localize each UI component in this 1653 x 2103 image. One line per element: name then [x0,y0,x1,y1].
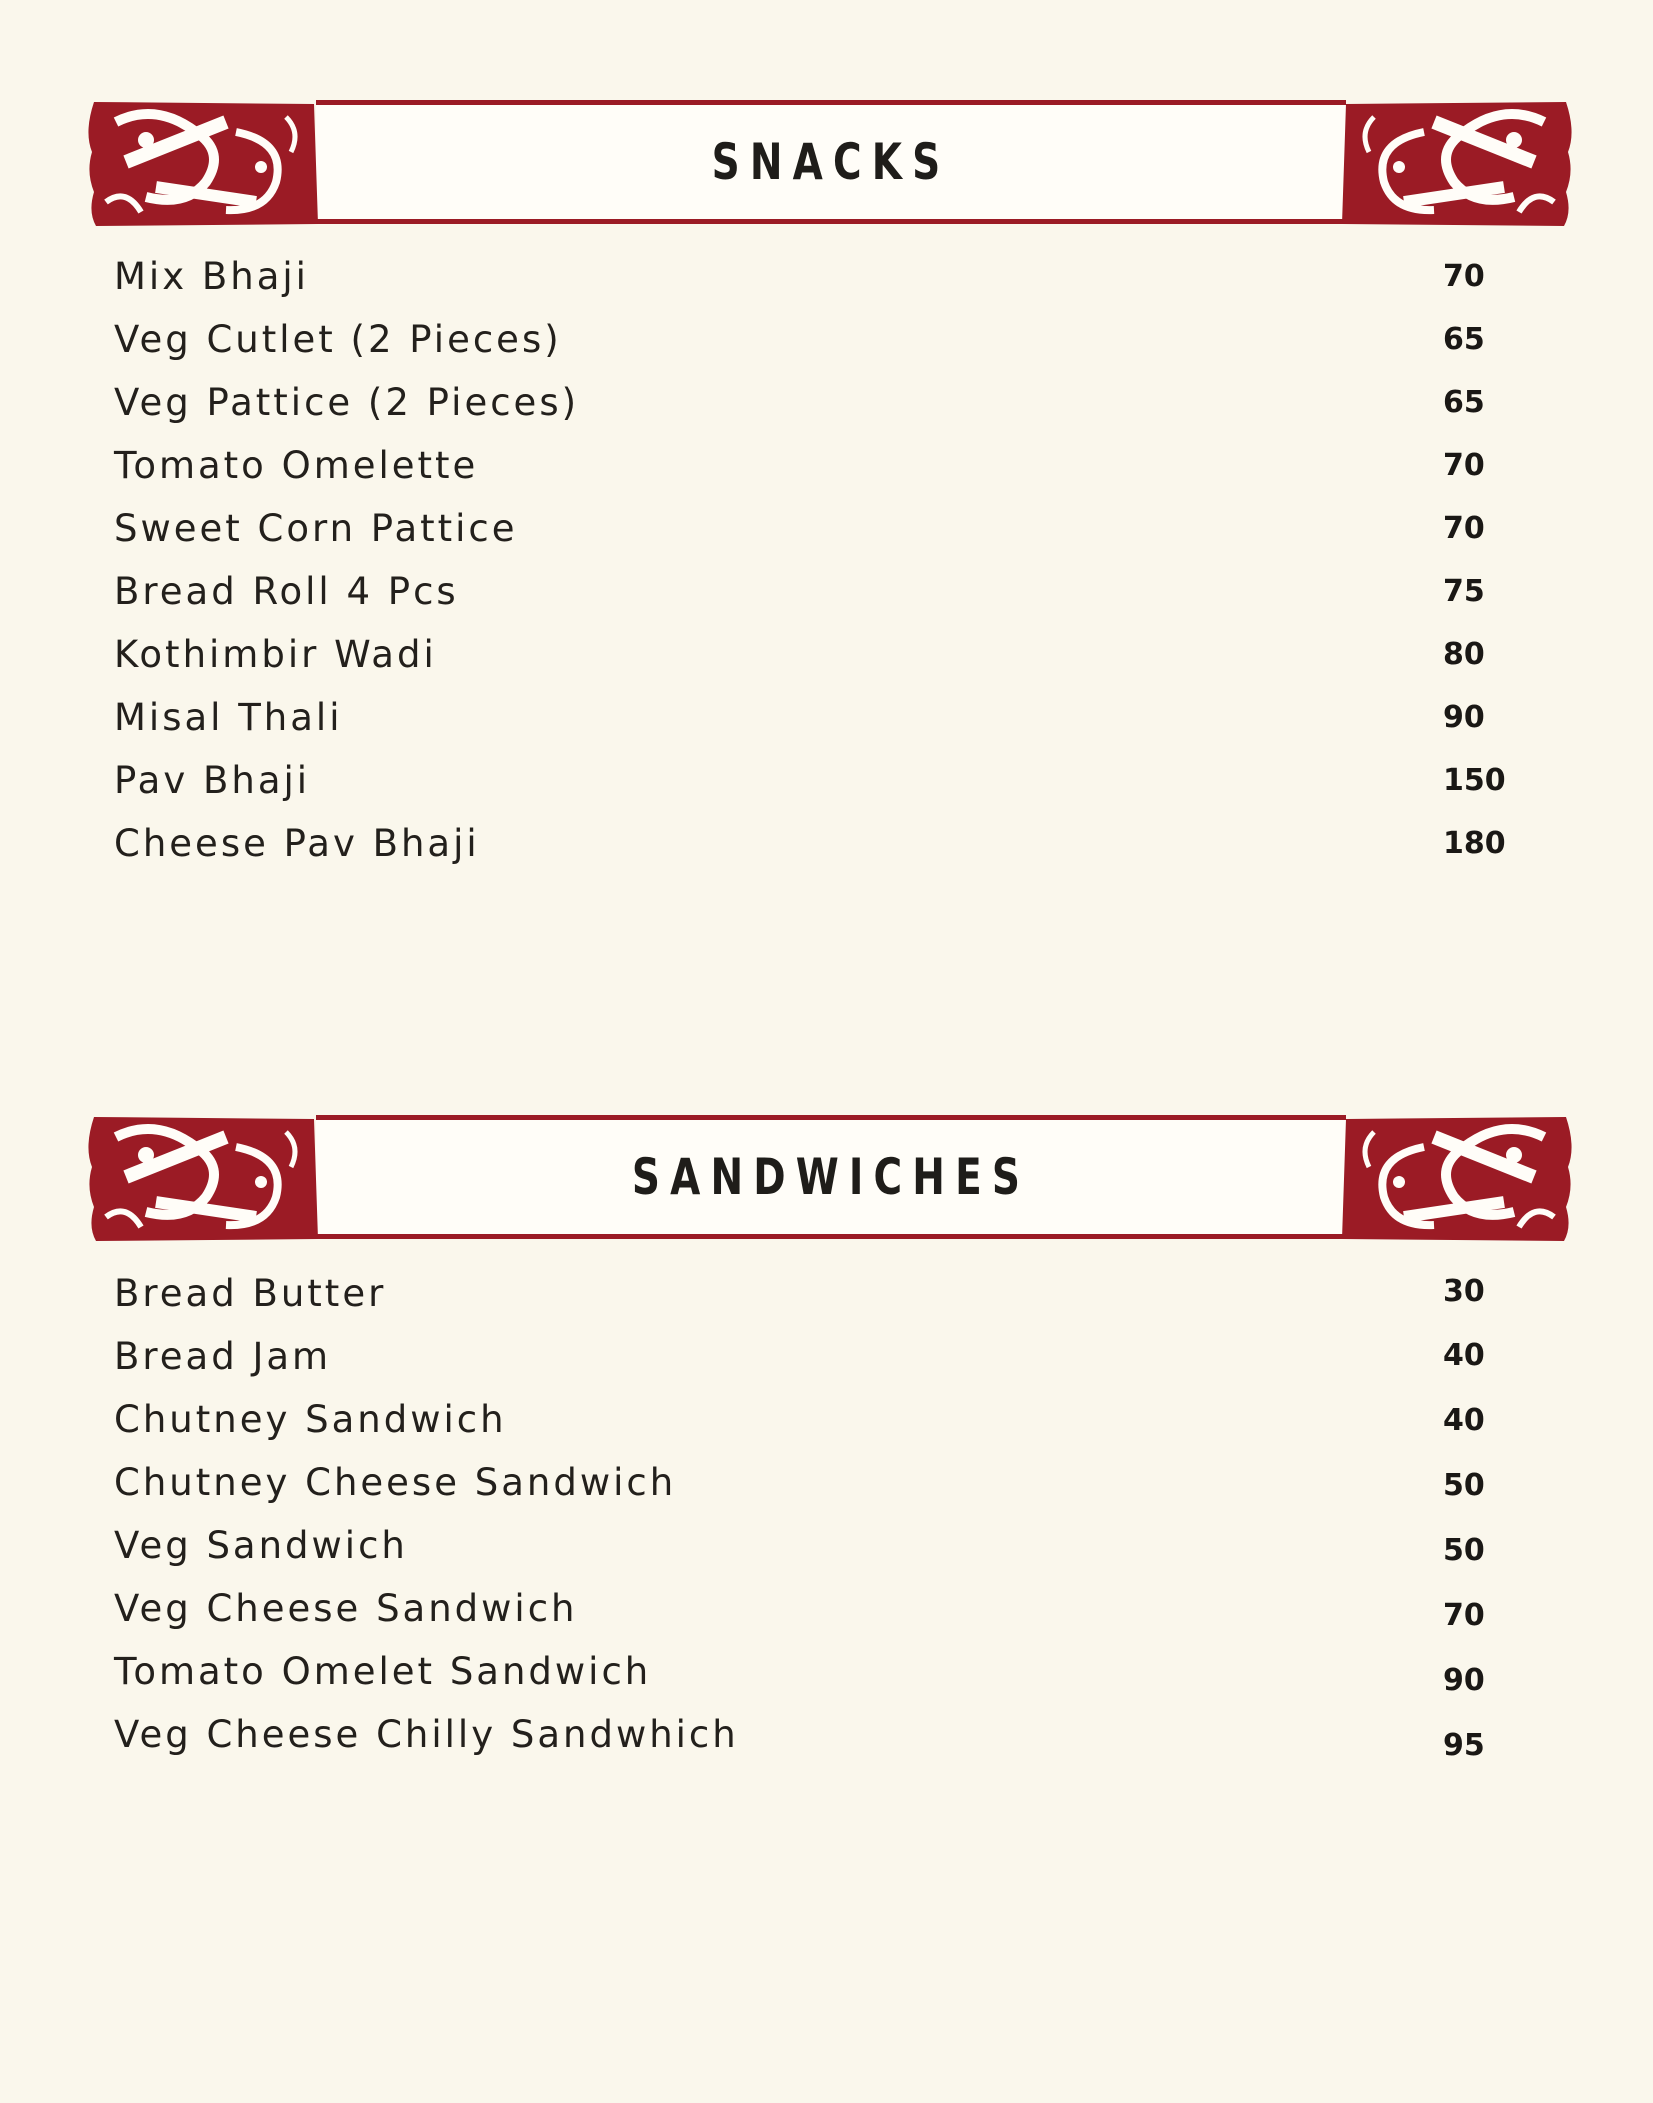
item-name: Sweet Corn Pattice [114,507,518,550]
item-name: Veg Cheese Sandwich [114,1587,578,1630]
item-price: 40 [1443,1403,1485,1438]
item-price: 95 [1443,1728,1485,1763]
item-price: 80 [1443,637,1485,672]
item-price: 90 [1443,700,1485,735]
ornament-right-icon [1334,1107,1574,1247]
item-price: 30 [1443,1274,1485,1309]
item-price: 180 [1443,826,1506,861]
item-price: 65 [1443,385,1485,420]
item-name: Bread Jam [114,1335,332,1378]
item-name: Chutney Sandwich [114,1398,507,1441]
section-title: SANDWICHES [631,1148,1031,1206]
item-name: Misal Thali [114,696,343,739]
item-price: 50 [1443,1468,1485,1503]
item-price: 65 [1443,322,1485,357]
item-price: 70 [1443,448,1485,483]
item-name: Bread Butter [114,1272,387,1315]
section-title: SNACKS [711,133,951,191]
item-price: 150 [1443,763,1506,798]
item-price: 70 [1443,511,1485,546]
item-name: Veg Cheese Chilly Sandwhich [114,1713,739,1756]
item-name: Pav Bhaji [114,759,311,802]
item-name: Veg Pattice (2 Pieces) [114,381,580,424]
item-price: 75 [1443,574,1485,609]
item-name: Kothimbir Wadi [114,633,437,676]
item-price: 40 [1443,1338,1485,1373]
item-name: Chutney Cheese Sandwich [114,1461,677,1504]
snacks-banner [86,92,1574,232]
item-name: Veg Sandwich [114,1524,408,1567]
ornament-left-icon [86,92,326,232]
item-price: 70 [1443,1598,1485,1633]
item-price: 70 [1443,259,1485,294]
sandwiches-banner [86,1107,1574,1247]
item-name: Bread Roll 4 Pcs [114,570,459,613]
item-price: 90 [1443,1663,1485,1698]
ornament-left-icon [86,1107,326,1247]
item-name: Tomato Omelette [114,444,479,487]
item-name: Cheese Pav Bhaji [114,822,480,865]
item-name: Mix Bhaji [114,255,309,298]
item-name: Tomato Omelet Sandwich [114,1650,652,1693]
ornament-right-icon [1334,92,1574,232]
item-name: Veg Cutlet (2 Pieces) [114,318,562,361]
item-price: 50 [1443,1533,1485,1568]
